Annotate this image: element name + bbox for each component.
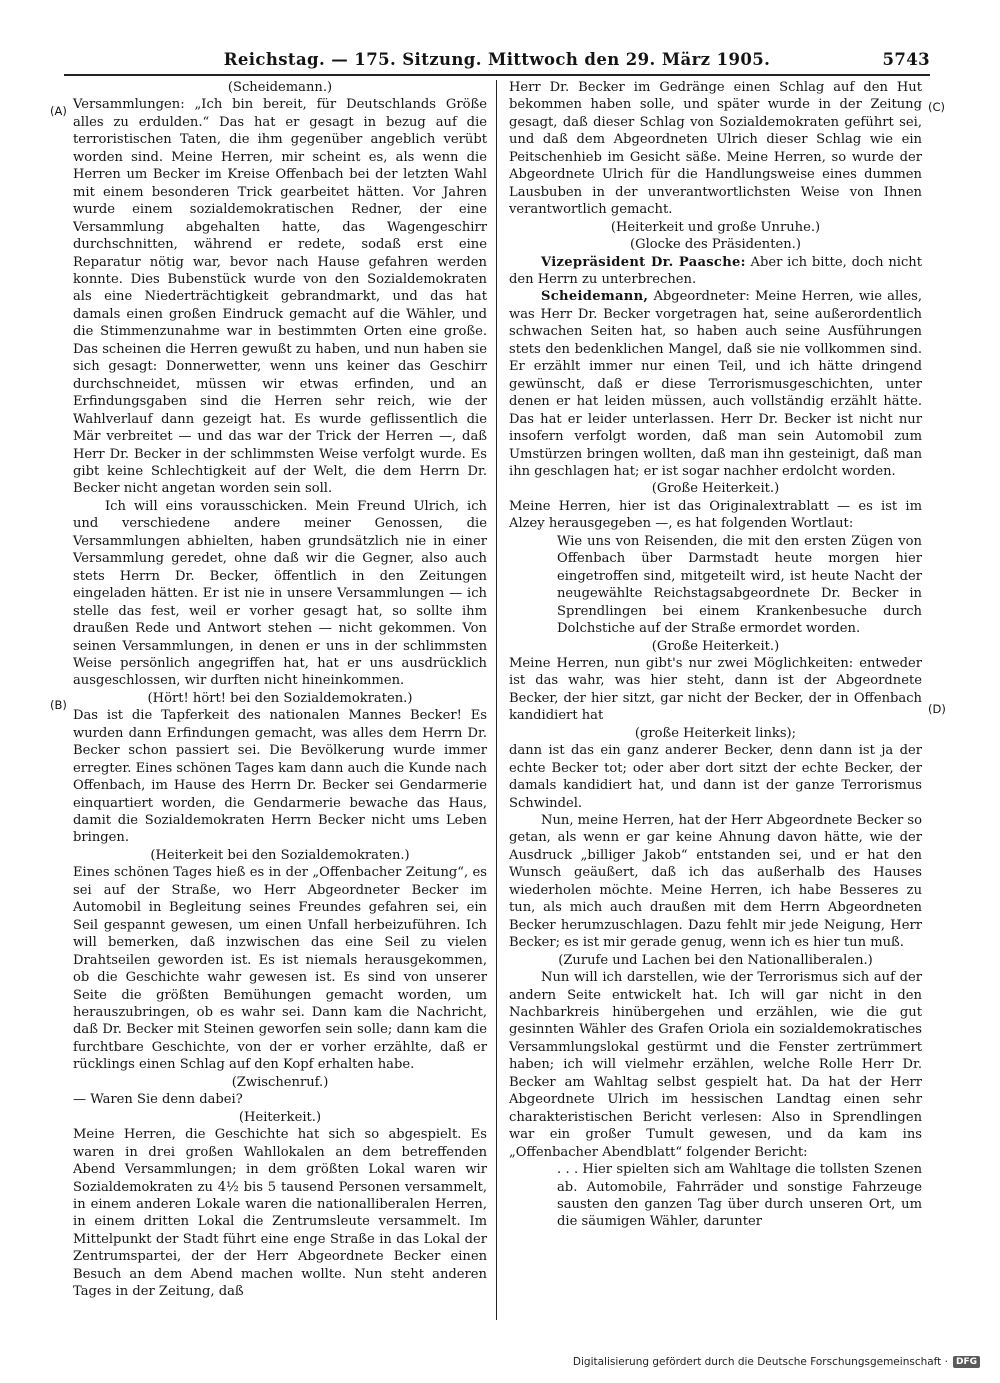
paragraph	[509, 969, 922, 1161]
paragraph	[509, 254, 922, 289]
paragraph-text: Versammlungen: „Ich bin bereit, für Deutschlands Größe alles zu erdulden.“ Das hat er gesagt in bezug auf die terroristischen Taten, die ihm gegenüber angeblich verübt worden sind. Meine Herren, mir scheint es, als wenn die Herren um Becker im Kreise Offenbach bei der letzten Wahl mit einem besonderen Trick gearbeitet hätten. Vor Jahren wurde einem sozialdemokratischen Redner, der eine Versammlung abgehalten hatte, das Wagengeschirr durchschnitten, während er redete, sodaß erst eine Reparatur nötig war, bevor nach Hause gefahren werden konnte. Dies Bubenstück wurde von den Sozialdemokraten als eine Niederträchtigkeit gebrandmarkt, und das hat damals einen großen Eindruck gemacht auf die Wähler, und die Stimmenzunahme war in bestimmten Orten eine große. Das scheinen die Herren gewußt zu haben, und nun haben sie sich gesagt: Donnerwetter, wenn uns keiner das Geschirr durchschneidet, müssen wir etwas erfinden, und an Erfindungsgaben sind die Herren sehr reich, wie der Wahlverlauf dann gezeigt hat. Es wurde geflissentlich die Mär verbreitet — und das war der Trick der Herren —, daß Herr Dr. Becker in der schlimmsten Weise verfolgt wurde. Es gibt keine Schlechtigkeit auf der Welt, die dem Herrn Dr. Becker nicht angetan worden sein soll.	[73, 97, 487, 497]
paragraph	[73, 864, 487, 1073]
paragraph-text: (Glocke des Präsidenten.)	[630, 237, 801, 253]
page-number: 5743	[882, 50, 930, 69]
paragraph-text: Meine Herren, hier ist das Originalextrablatt — es ist im Alzey herausgegeben —, es hat folgenden Wortlaut:	[509, 498, 922, 532]
quoted-text	[509, 533, 922, 638]
left-column	[73, 79, 487, 1301]
paragraph-text: (Heiterkeit bei den Sozialdemokraten.)	[150, 847, 410, 863]
paragraph-text: (Heiterkeit.)	[238, 1109, 322, 1125]
paragraph-text: Eines schönen Tages hieß es in der „Offenbacher Zeitung“, es sei auf der Straße, wo Herr Abgeordneter Becker im Automobil in Begleitung seines Freundes gefahren sei, ein Seil gespannt gewesen, um einen Unfall herbeizuführen. Ich will bemerken, daß inzwischen das eine Seil zu vielen Drahtseilen geworden ist. Es ist niemals herausgekommen, ob die Geschichte wahr gewesen ist. Es sind von unserer Seite die größten Bemühungen gemacht worden, um herauszubringen, ob es wahr sei. Dann kam die Nachricht, daß Dr. Becker mit Steinen geworfen sein solle; dann kam die furchtbare Geschichte, von der er vorher erzählte, daß er rücklings einen Schlag auf den Kopf erhalten habe.	[73, 865, 487, 1073]
paragraph-text: Aber ich bitte, doch nicht den Herrn zu unterbrechen.	[509, 254, 923, 287]
paragraph-text: Ich will eins vorausschicken. Mein Freund Ulrich, ich und verschiedene andere meiner Genossen, die Versammlungen abhielten, haben grundsätzlich nie in einer Versammlung geredet, ohne daß wir die Gegner, also auch stets Herrn Dr. Becker, öffentlich in den Zeitungen eingeladen hätten. Er ist nie in unsere Versammlungen — ich stelle das fest, weil er vorher gesagt hat, so sollte ihm draußen Rede und Antwort stehen — nicht gekommen. Von seinen Versammlungen, in denen er uns in der schlimmsten Weise persönlich angegriffen hat, hat er uns ausdrücklich ausgeschlossen, wir durften nicht hineinkommen.	[73, 498, 487, 689]
interjection	[73, 690, 487, 707]
paragraph-text: Das ist die Tapferkeit des nationalen Mannes Becker! Es wurden dann Erfindungen gemacht, was alles dem Herrn Dr. Becker schon passiert sei. Die Bevölkerung wurde immer erregter. Eines schönen Tages kam dann auch die Kunde nach Offenbach, im Hause des Herrn Dr. Becker sei Gendarmerie einquartiert worden, die Gendarmerie bewache das Haus, damit die Sozialdemokraten Herrn Becker nicht ums Leben bringen.	[73, 708, 487, 846]
interjection	[509, 219, 922, 236]
paragraph	[73, 96, 487, 497]
paragraph-text: Herr Dr. Becker im Gedränge einen Schlag auf den Hut bekommen haben solle, und später wurde in der Zeitung gesagt, daß dieser Schlag von Sozialdemokraten geführt sei, und daß dem Abgeordneten Ulrich dieser Schlag wie ein Peitschenhieb im Gesicht säße. Meine Herren, so wurde der Abgeordnete Ulrich für die Handlungsweise eines dummen Lausbuben in der unverantwortlichsten Weise von Ihnen verantwortlich gemacht.	[509, 80, 922, 218]
header-rule	[64, 74, 930, 76]
paragraph-text: Meine Herren, die Geschichte hat sich so abgespielt. Es waren in drei großen Wahllokalen an dem betreffenden Abend Versammlungen; in dem größten Lokal waren wir Sozialdemokraten zu 4½ bis 5 tausend Personen versammelt, in einem anderen Lokale waren die nationalliberalen Herren, in einem dritten Lokal die Zentrumsleute versammelt. Im Mittelpunkt der Stadt führt eine enge Straße in das Lokal der Zentrumspartei, der der Herr Abgeordnete Becker einen Besuch an dem Abend machen wollte. Nun steht anderen Tages in der Zeitung, daß	[73, 1127, 487, 1300]
speaker-name: Vizepräsident Dr. Paasche:	[541, 254, 746, 270]
paragraph	[509, 498, 922, 533]
paragraph	[509, 288, 922, 480]
column-divider	[496, 80, 497, 1320]
paragraph-text: Wie uns von Reisenden, die mit den ersten Zügen von Offenbach über Darmstadt heute morgen hier eingetroffen sind, mitgeteilt wird, ist heute Nacht der neugewählte Reichstagsabgeordnete Dr. Becker in Sprendlingen bei einem Krankenbesuche durch Dolchstiche auf der Straße ermordet worden.	[557, 533, 922, 637]
paragraph-text: Nun, meine Herren, hat der Herr Abgeordnete Becker so getan, als wenn er gar keine Ahnung davon hätte, wie der Ausdruck „billiger Jakob“ entstanden sei, und er hat den Wunsch geäußert, daß ich das außerhalb des Hauses wiederholen möchte. Meine Herren, ich habe Besseres zu tun, als mich auch draußen mit dem Herrn Abgeordneten Becker herumzuschlagen. Dazu fehlt mir jede Neigung, Herr Becker; es ist mir gerade genug, wenn ich es hier tun muß.	[509, 813, 922, 951]
paragraph-text: Abgeordneter: Meine Herren, wie alles, was Herr Dr. Becker vorgetragen hat, seine außerordentlich schwachen Seiten hat, so haben auch seine Ausführungen stets den bedenklichen Mangel, daß sie nie vollkommen sind. Er erzählt immer nur einen Teil, und ich hätte dringend gewünscht, daß er diese Terrorismusgeschichten, unter denen er hat leiden müssen, auch vollständig erzählt hätte. Das hat er leider unterlassen. Herr Dr. Becker ist nicht nur insofern verfolgt worden, daß man sein Automobil zum Umstürzen bringen wollten, daß man ihn gesteinigt, daß man ihn geschlagen hat; er ist sogar nachher erdolcht worden.	[509, 289, 922, 479]
paragraph	[509, 742, 922, 812]
paragraph	[509, 79, 922, 219]
paragraph-text: (Heiterkeit und große Unruhe.)	[610, 219, 821, 235]
paragraph-text: (Hört! hört! bei den Sozialdemokraten.)	[147, 690, 413, 706]
speaker-name: Scheidemann,	[541, 289, 649, 305]
paragraph-text: (Scheidemann.)	[227, 80, 333, 95]
margin-marker-d: (D)	[928, 702, 946, 716]
paragraph	[509, 655, 922, 725]
paragraph	[73, 498, 487, 690]
dfg-logo: DFG	[953, 1356, 980, 1368]
interjection	[73, 1074, 487, 1091]
interjection	[509, 236, 922, 253]
margin-marker-b: (B)	[50, 698, 67, 712]
interjection	[73, 847, 487, 864]
margin-marker-c: (C)	[928, 100, 946, 114]
paragraph-text: (große Heiterkeit links);	[634, 725, 797, 741]
paragraph-text: dann ist das ein ganz anderer Becker, denn dann ist ja der echte Becker tot; oder aber dort sitzt der echte Becker, der damals kandidiert hat, und dann ist der ganze Terrorismus Schwindel.	[509, 743, 922, 811]
interjection	[509, 725, 922, 742]
interjection	[509, 952, 922, 969]
quoted-text	[509, 1161, 922, 1231]
paragraph	[73, 1126, 487, 1301]
digitization-credit: Digitalisierung gefördert durch die Deutsche Forschungsgemeinschaft ·	[572, 1356, 948, 1368]
interjection	[509, 638, 922, 655]
paragraph-text: (Zurufe und Lachen bei den Nationalliberalen.)	[558, 952, 873, 968]
margin-marker-a: (A)	[50, 104, 67, 118]
page-footer	[573, 1355, 980, 1369]
paragraph-text: (Große Heiterkeit.)	[651, 638, 780, 654]
paragraph-text: Nun will ich darstellen, wie der Terrorismus sich auf der andern Seite entwickelt hat. Ich will gar nicht in den Nachbarkreis hinübergehen und erzählen, wie die gut gesinnten Wähler des Grafen Oriola ein sozialdemokratisches Versammlungslokal gestürmt und die Fenster zertrümmert haben; ich will vielmehr erzählen, welche Rolle Herr Dr. Becker am Wahltag selbst gespielt hat. Da hat der Herr Abgeordnete Ulrich im hessischen Landtag einen sehr charakteristischen Bericht verlesen: Also in Sprendlingen war ein großer Tumult gewesen, und da kam ins „Offenbacher Abendblatt“ folgender Bericht:	[509, 970, 922, 1160]
interjection	[73, 79, 487, 96]
paragraph	[73, 707, 487, 847]
page-header	[64, 50, 930, 76]
paragraph-text: — Waren Sie denn dabei?	[73, 1092, 243, 1108]
paragraph	[509, 812, 922, 952]
interjection	[73, 1109, 487, 1126]
paragraph-text: (Große Heiterkeit.)	[651, 481, 780, 497]
paragraph-text: . . . Hier spielten sich am Wahltage die tollsten Szenen ab. Automobile, Fahrräder und sonstige Fahrzeuge sausten den ganzen Tag über durch unseren Ort, um die säumigen Wähler, darunter	[557, 1162, 922, 1230]
right-column	[509, 79, 922, 1231]
paragraph-text: (Zwischenruf.)	[231, 1074, 329, 1090]
running-title: Reichstag. — 175. Sitzung. Mittwoch den 29. März 1905.	[223, 50, 771, 69]
interjection	[509, 480, 922, 497]
paragraph-text: Meine Herren, nun gibt's nur zwei Möglichkeiten: entweder ist das wahr, was hier steht, dann ist der Abgeordnete Becker, der hier sitzt, gar nicht der Becker, der in Offenbach kandidiert hat	[509, 655, 922, 724]
paragraph	[73, 1091, 487, 1108]
